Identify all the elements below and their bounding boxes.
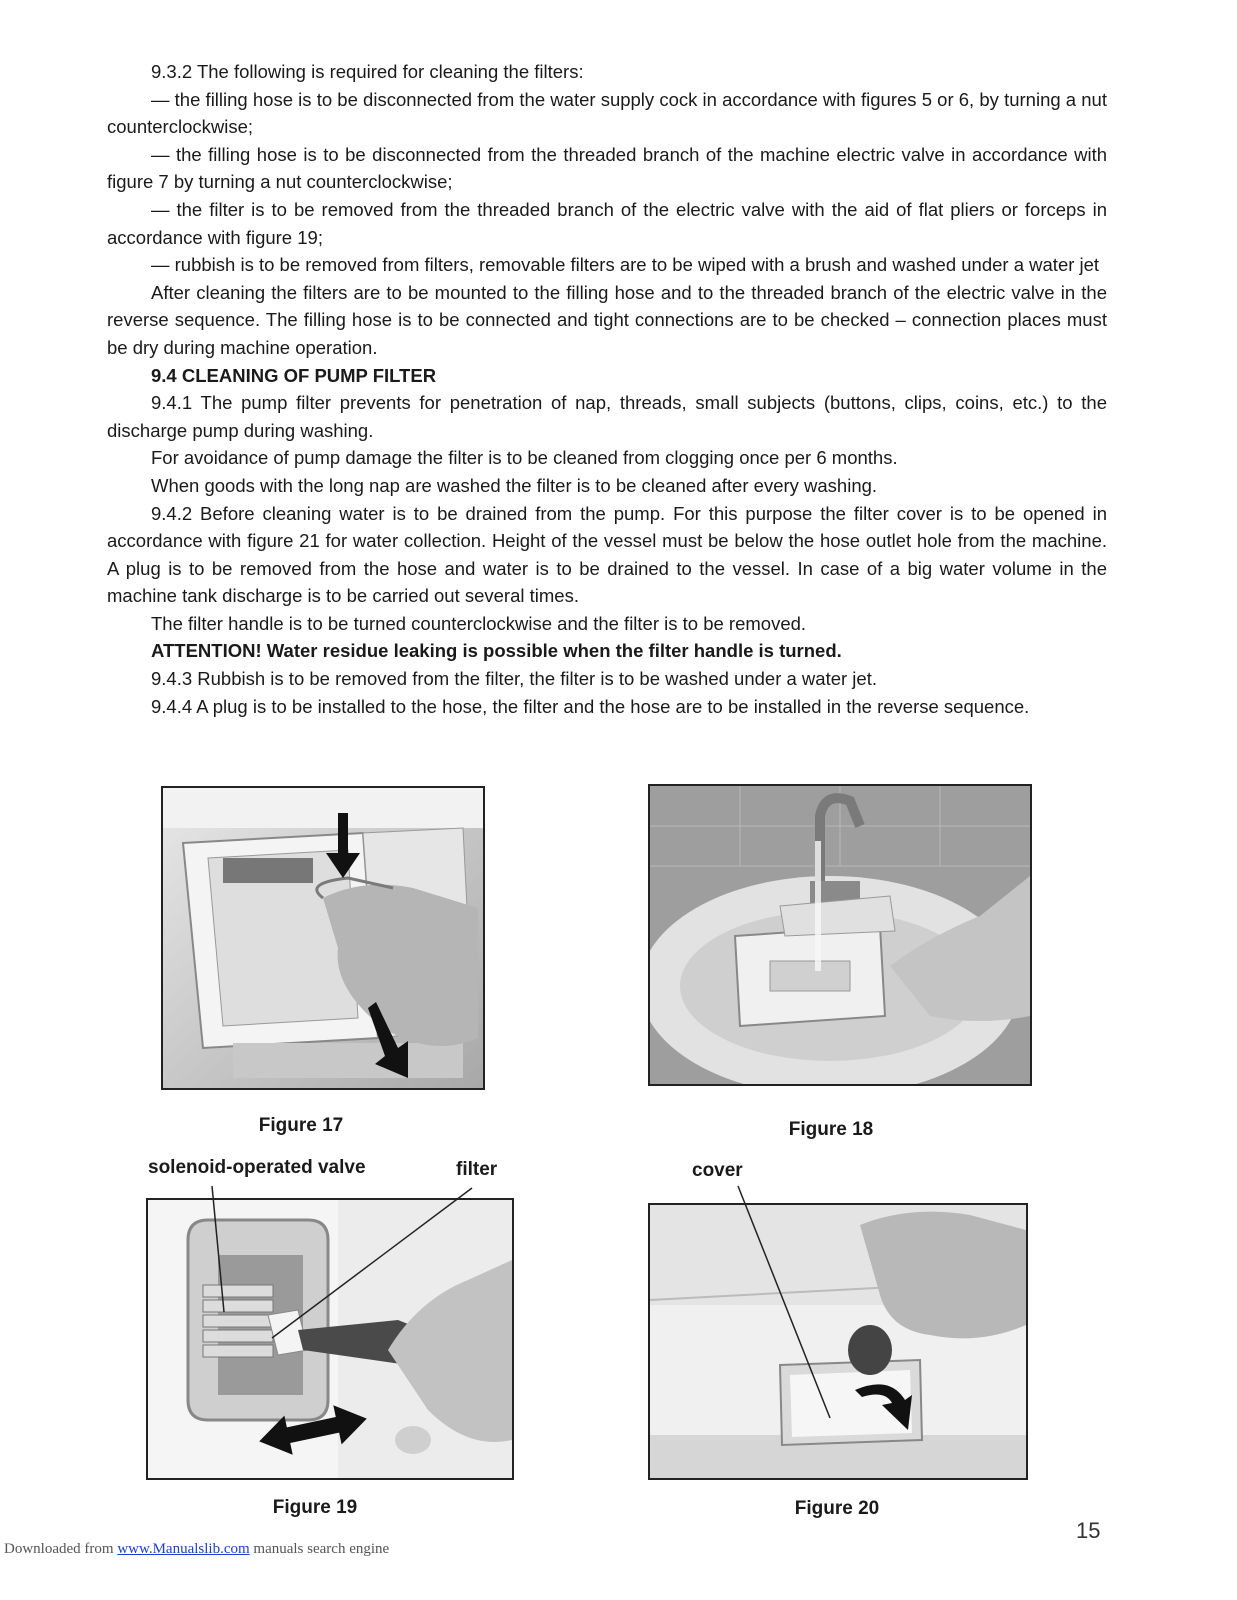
paragraph: When goods with the long nap are washed the filter is to be cleaned after every washing.	[151, 474, 878, 496]
paragraph: — the filling hose is to be disconnected from the threaded branch of the machine electric valve in accordance with figure 7 by turning a nut counterclockwise;	[107, 143, 1107, 193]
label-filter: filter	[456, 1159, 498, 1180]
paragraph: The filter handle is to be turned counterclockwise and the filter is to be removed.	[151, 612, 807, 634]
paragraph: 9.3.2 The following is required for cleaning the filters:	[151, 61, 584, 82]
figure-18-photo	[648, 784, 1032, 1086]
figure-18-caption: Figure 18	[788, 1119, 874, 1140]
label-solenoid-valve: solenoid-operated valve	[148, 1157, 366, 1178]
attention-note: ATTENTION! Water residue leaking is possible when the filter handle is turned.	[151, 640, 842, 662]
footer-suffix: manuals search engine	[249, 1541, 390, 1557]
paragraph: — rubbish is to be removed from filters, removable filters are to be wiped with a brush and washed under a water jet	[151, 254, 1100, 276]
body-text	[107, 58, 1107, 720]
paragraph: — the filter is to be removed from the threaded branch of the electric valve with the aid of flat pliers or forceps in accordance with figure 19;	[107, 198, 1107, 248]
footer-prefix: Downloaded from	[4, 1541, 118, 1557]
paragraph: After cleaning the filters are to be mounted to the filling hose and to the threaded branch of the electric valve in the reverse sequence. The filling hose is to be connected and tight connections are to be checked – connection places must be dry during machine operation.	[107, 281, 1107, 358]
paragraph: 9.4.4 A plug is to be installed to the hose, the filter and the hose are to be installed in the reverse sequence.	[151, 695, 1030, 717]
figure-17-photo	[161, 786, 485, 1090]
figure-20-caption: Figure 20	[794, 1498, 880, 1519]
section-heading: 9.4 CLEANING OF PUMP FILTER	[151, 364, 437, 386]
paragraph: 9.4.1 The pump filter prevents for penetration of nap, threads, small subjects (buttons, clips, coins, etc.) to the discharge pump during washing.	[107, 392, 1107, 441]
figure-19-photo	[146, 1198, 514, 1480]
footer-link[interactable]: www.Manualslib.com	[117, 1541, 250, 1557]
page-number: 15	[1076, 1518, 1101, 1543]
figure-17-caption: Figure 17	[258, 1115, 344, 1136]
paragraph: 9.4.3 Rubbish is to be removed from the filter, the filter is to be washed under a water jet.	[151, 668, 877, 690]
figure-20-photo	[648, 1203, 1028, 1480]
footer	[4, 1541, 389, 1558]
label-cover: cover	[692, 1160, 743, 1181]
figure-19-caption: Figure 19	[272, 1497, 358, 1518]
paragraph: 9.4.2 Before cleaning water is to be drained from the pump. For this purpose the filter cover is to be opened in accordance with figure 21 for water collection. Height of the vessel must be below the hose outlet hole from the machine. A plug is to be removed from the hose and water is to be drained to the vessel. In case of a big water volume in the machine tank discharge is to be carried out several times.	[107, 502, 1107, 607]
paragraph: — the filling hose is to be disconnected from the water supply cock in accordance with figures 5 or 6, by turning a nut counterclockwise;	[107, 88, 1107, 138]
paragraph: For avoidance of pump damage the filter is to be cleaned from clogging once per 6 months.	[151, 447, 898, 469]
